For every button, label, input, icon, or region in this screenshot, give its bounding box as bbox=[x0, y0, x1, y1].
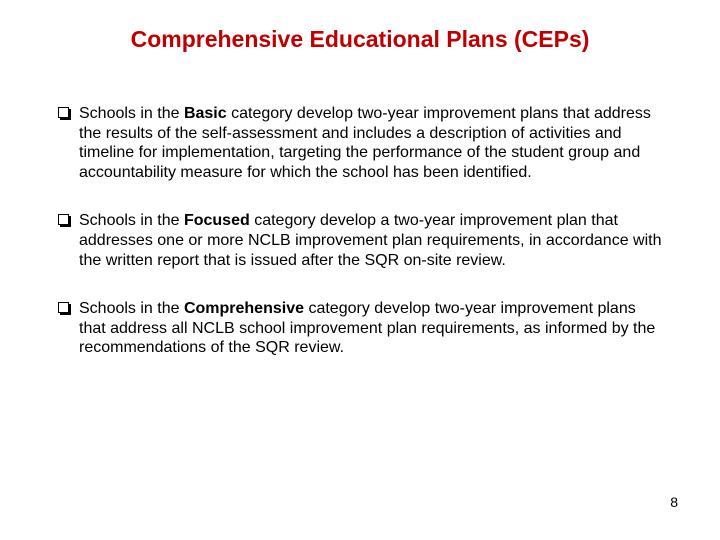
bullet-list bbox=[58, 104, 666, 358]
page-number: 8 bbox=[670, 494, 678, 510]
hollow-square-bullet-icon bbox=[58, 214, 69, 225]
category-name-basic: Basic bbox=[183, 105, 227, 122]
hollow-square-bullet-icon bbox=[58, 107, 69, 118]
bullet-text-lead: Schools in the bbox=[79, 300, 184, 318]
hollow-square-bullet-icon bbox=[58, 302, 69, 313]
category-name-focused: Focused bbox=[183, 212, 250, 230]
bullet-text-lead: Schools in the bbox=[79, 105, 184, 122]
bullet-text-body: category develop a two-year improvement plan that addresses one or more NCLB improvement plan requirements, in accordance with the written report that is issued after the SQR on-site review. bbox=[79, 212, 662, 269]
bullet-text-body: category develop two-year improvement plans that address all NCLB school improvement plan requirements, as informed by the recommendations of the SQR review. bbox=[79, 300, 656, 357]
bullet-text-lead: Schools in the bbox=[79, 212, 184, 230]
bullet-item-focused bbox=[58, 211, 666, 270]
category-name-comprehensive: Comprehensive bbox=[183, 300, 304, 318]
bullet-item-basic bbox=[58, 104, 666, 182]
bullet-item-comprehensive bbox=[58, 299, 666, 358]
bullet-text-body: category develop two-year improvement plans that address the results of the self-assessment and includes a description of activities and timeline for implementation, targeting the performance of the student group and accountability measure for which the school has been identified. bbox=[79, 105, 651, 181]
slide-title: Comprehensive Educational Plans (CEPs) bbox=[130, 26, 590, 52]
